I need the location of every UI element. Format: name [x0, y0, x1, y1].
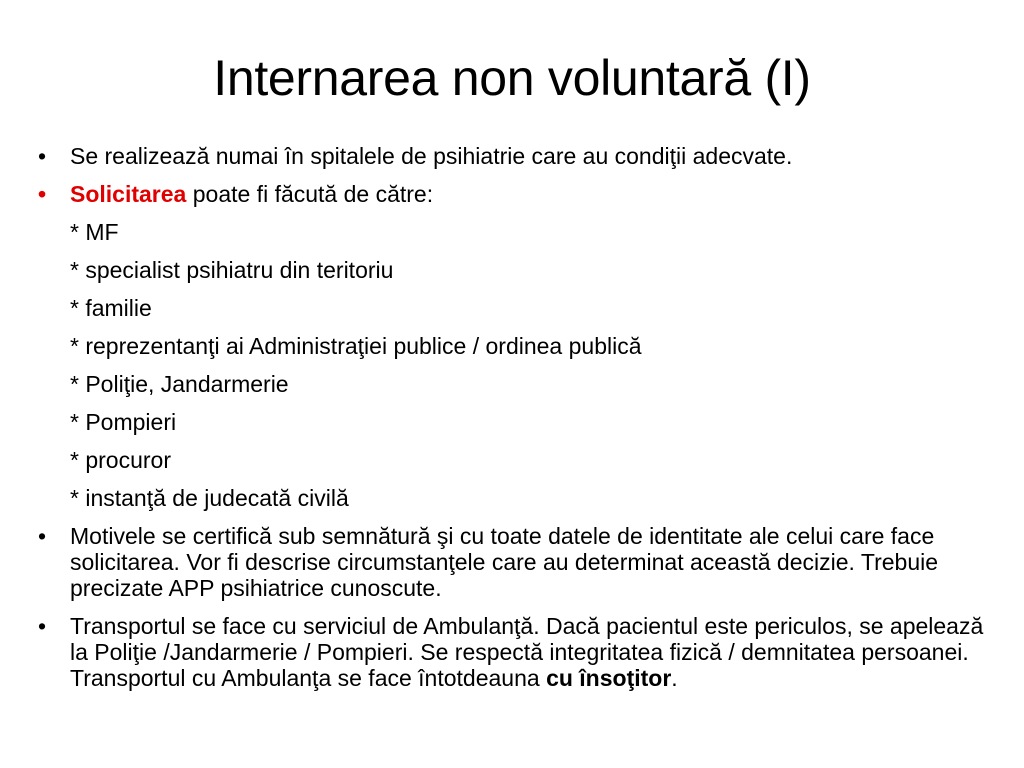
bullet-item — [30, 613, 1000, 691]
bullet-dot-icon: • — [37, 613, 47, 639]
bullet-bold-text: cu însoţitor — [546, 665, 672, 691]
bullet-item — [30, 143, 1000, 169]
bullet-text: Motivele se certifică sub semnătură şi cu toate datele de identitate ale celui care face solicitarea. Vor fi descrise circumstanţele care au determinat această decizie. Trebuie precizate APP psihiatrice cunoscute. — [70, 523, 939, 601]
sub-item: * familie — [70, 295, 152, 321]
sub-item: * Poliţie, Jandarmerie — [70, 371, 289, 397]
bullet-text: Se realizează numai în spitalele de psihiatrie care au condiţii adecvate. — [70, 143, 793, 169]
sub-item: * procuror — [70, 447, 171, 473]
bullet-dot-icon: • — [37, 181, 47, 207]
slide-title: Internarea non voluntară (I) — [213, 50, 811, 106]
bullet-text: poate fi făcută de către: — [186, 181, 434, 207]
bullet-dot-icon: • — [37, 523, 47, 549]
sub-item: * Pompieri — [70, 409, 177, 435]
bullet-text: Transportul se face cu serviciul de Ambulanţă. Dacă pacientul este periculos, se apelează la Poliţie /Jandarmerie / Pompieri. Se respectă integritatea fizică / demnitatea persoanei. Transportul cu Ambulanţa se face întotdeauna — [70, 613, 984, 691]
bullet-item — [30, 523, 1000, 601]
sub-item: * MF — [70, 219, 119, 245]
slide-content — [30, 143, 1000, 703]
sub-item: * reprezentanţi ai Administraţiei publice / ordinea publică — [70, 333, 642, 359]
bullet-item — [30, 181, 1000, 207]
bullet-dot-icon: • — [37, 143, 47, 169]
sub-item: * instanţă de judecată civilă — [70, 485, 349, 511]
bullet-end-text: . — [671, 665, 678, 691]
sub-item: * specialist psihiatru din teritoriu — [70, 257, 394, 283]
bullet-highlight-text: Solicitarea — [70, 181, 187, 207]
